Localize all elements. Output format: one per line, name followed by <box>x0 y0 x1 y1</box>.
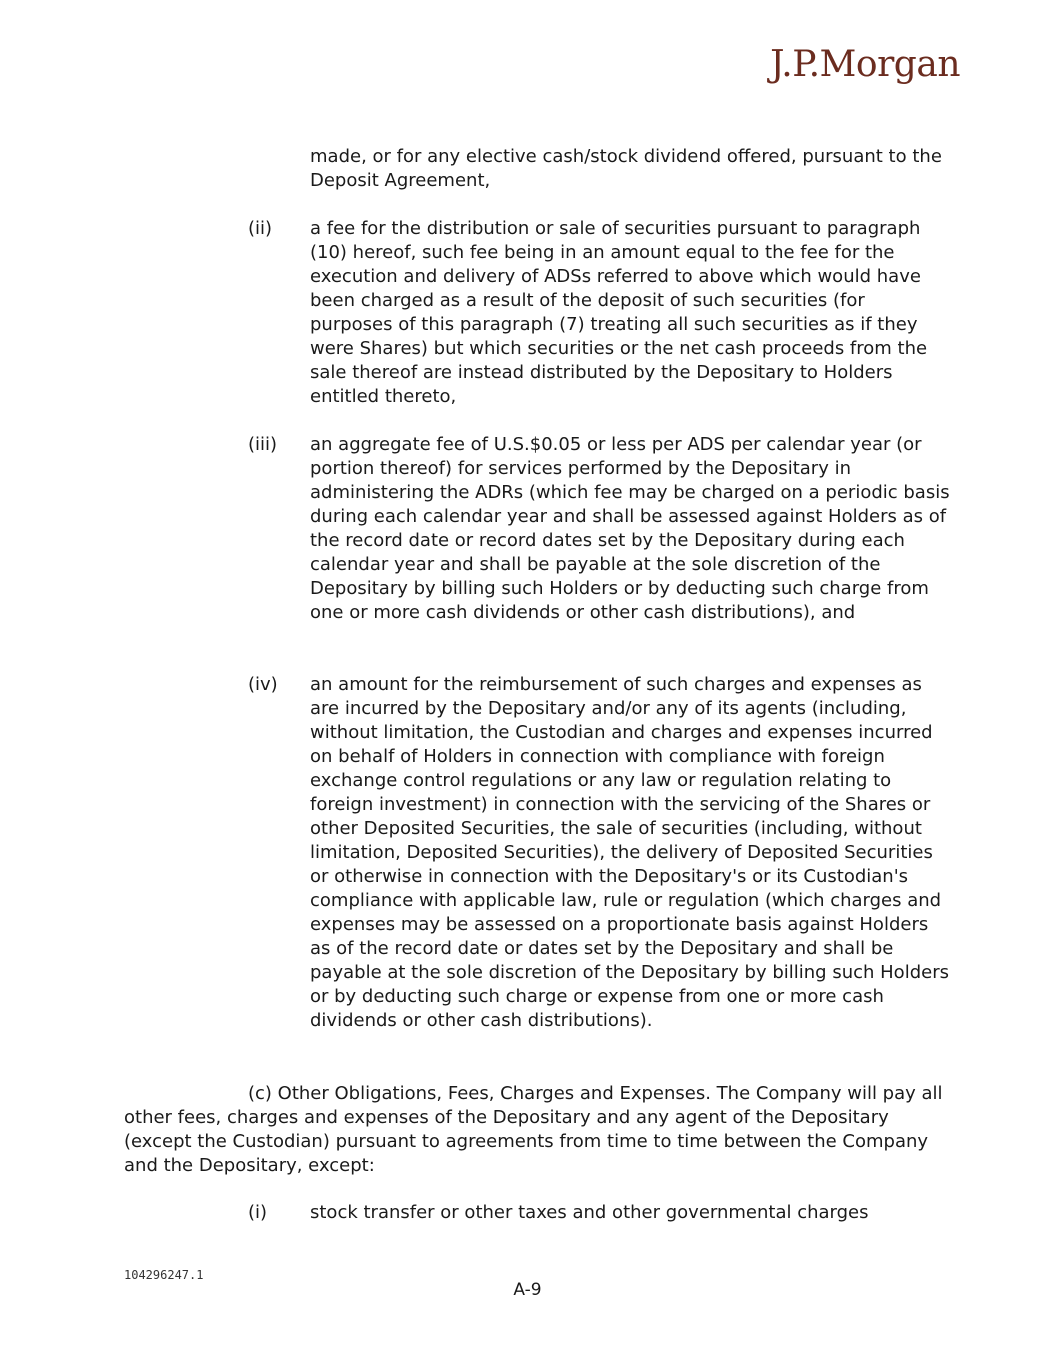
page-number: A-9 <box>513 1280 542 1300</box>
list-item-number: (ii) <box>248 218 273 239</box>
section-c-paragraph <box>124 1082 944 1178</box>
list-item-text: an aggregate fee of U.S.$0.05 or less per ADS per calendar year (or portion thereof) for services performed by the Depositary in administering the ADRs (which fee may be charged on a periodic basis during each calendar year and shall be assessed against Holders as of the record date or record dates set by the Depositary during each calendar year and shall be payable at the sole discretion of the Depositary by billing such Holders or by deducting such charge from one or more cash dividends or other cash distributions), and <box>310 434 950 623</box>
section-c-text: (c) Other Obligations, Fees, Charges and Expenses. The Company will pay all other fees, charges and expenses of the Depositary and any agent of the Depositary (except the Custodian) pursuant to agreements from time to time between the Company and the Depositary, except: <box>124 1083 943 1176</box>
list-item-text: a fee for the distribution or sale of securities pursuant to paragraph (10) hereof, such fee being in an amount equal to the fee for the execution and delivery of ADSs referred to above which would have been charged as a result of the deposit of such securities (for purposes of this paragraph (7) treating all such securities as if they were Shares) but which securities or the net cash proceeds from the sale thereof are instead distributed by the Depositary to Holders entitled thereto, <box>310 218 928 407</box>
jpmorgan-logo: J.P.Morgan <box>770 44 960 85</box>
list-item-number: (iv) <box>248 674 278 695</box>
list-item-number: (iii) <box>248 434 278 455</box>
list-item-number: (i) <box>248 1202 268 1223</box>
list-item-text: stock transfer or other taxes and other governmental charges <box>310 1202 869 1223</box>
continuation-text: made, or for any elective cash/stock dividend offered, pursuant to the Deposit Agreement, <box>310 146 942 191</box>
list-item-text: an amount for the reimbursement of such charges and expenses as are incurred by the Depositary and/or any of its agents (including, without limitation, the Custodian and charges and expenses incurred on behalf of Holders in connection with compliance with foreign exchange control regulations or any law or regulation relating to foreign investment) in connection with the servicing of the Shares or other Deposited Securities, the sale of securities (including, without limitation, Deposited Securities), the delivery of Deposited Securities or otherwise in connection with the Depositary's or its Custodian's compliance with applicable law, rule or regulation (which charges and expenses may be assessed on a proportionate basis against Holders as of the record date or dates set by the Depositary and shall be payable at the sole discretion of the Depositary by billing such Holders or by deducting such charge or expense from one or more cash dividends or other cash distributions). <box>310 674 949 1031</box>
document-id: 104296247.1 <box>124 1268 204 1282</box>
